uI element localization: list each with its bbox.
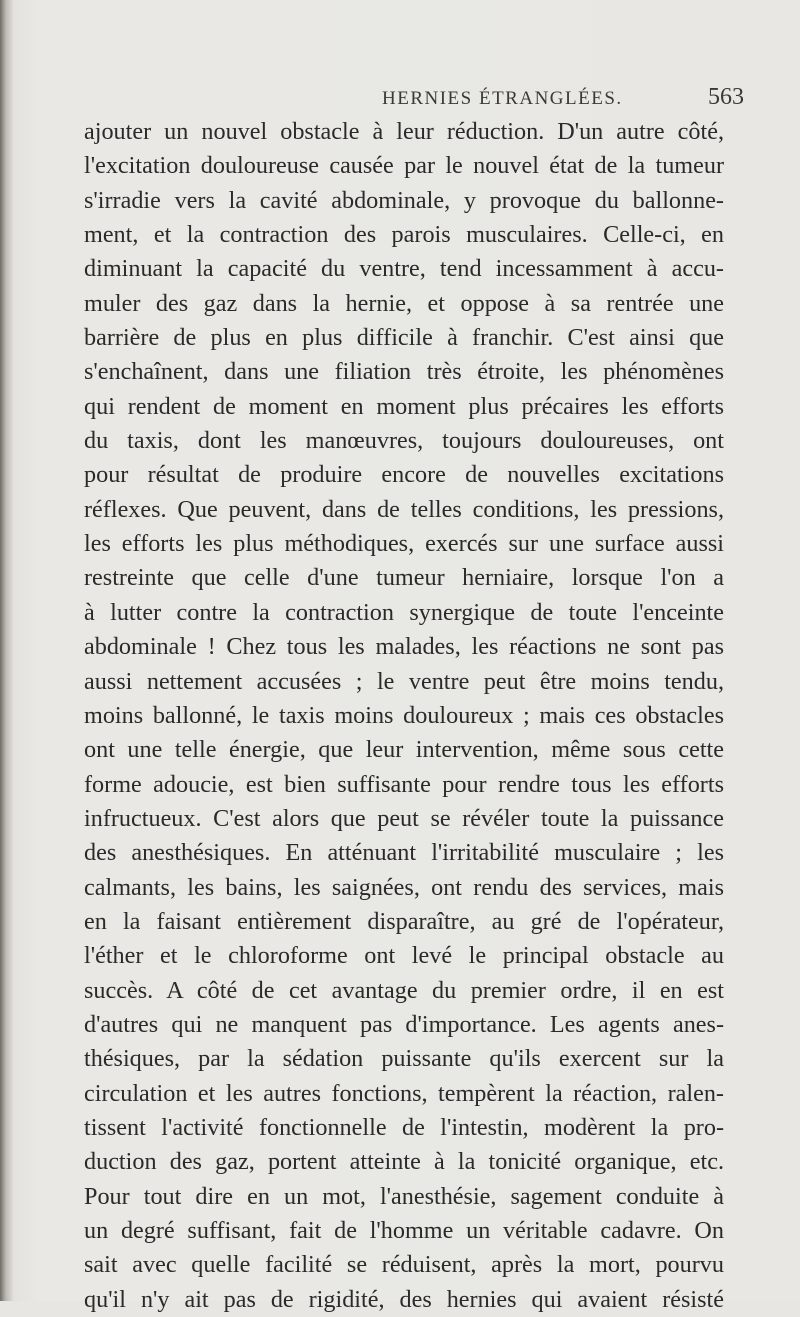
text-line: circulation et les autres fonctions, tempèrent la réaction, ralen- bbox=[84, 1079, 724, 1107]
page-number: 563 bbox=[708, 84, 744, 110]
text-line: s'irradie vers la cavité abdominale, y provoque du ballonne- bbox=[84, 186, 724, 214]
text-line: sait avec quelle facilité se réduisent, après la mort, pourvu bbox=[84, 1251, 724, 1279]
running-head: HERNIES ÉTRANGLÉES. bbox=[382, 88, 623, 109]
text-line: duction des gaz, portent atteinte à la tonicité organique, etc. bbox=[84, 1148, 724, 1176]
text-line: s'enchaînent, dans une filiation très étroite, les phénomènes bbox=[84, 358, 724, 386]
text-line: qu'il n'y ait pas de rigidité, des hernies qui avaient résisté bbox=[84, 1285, 724, 1313]
text-line: un degré suffisant, fait de l'homme un véritable cadavre. On bbox=[84, 1217, 724, 1244]
text-line: muler des gaz dans la hernie, et oppose à sa rentrée une bbox=[84, 289, 724, 317]
text-line: thésiques, par la sédation puissante qu'ils exercent sur la bbox=[84, 1045, 724, 1073]
text-line: restreinte que celle d'une tumeur herniaire, lorsque l'on a bbox=[84, 564, 724, 592]
text-line: calmants, les bains, les saignées, ont rendu des services, mais bbox=[84, 873, 724, 901]
text-line: ment, et la contraction des parois musculaires. Celle-ci, en bbox=[84, 221, 724, 249]
text-line: forme adoucie, est bien suffisante pour rendre tous les efforts bbox=[84, 770, 724, 798]
text-line: tissent l'activité fonctionnelle de l'intestin, modèrent la pro- bbox=[84, 1113, 724, 1141]
text-line: l'excitation douloureuse causée par le nouvel état de la tumeur bbox=[84, 152, 724, 180]
text-line: barrière de plus en plus difficile à franchir. C'est ainsi que bbox=[84, 324, 724, 352]
text-line: l'éther et le chloroforme ont levé le principal obstacle au bbox=[84, 942, 724, 970]
text-line: Pour tout dire en un mot, l'anesthésie, sagement conduite à bbox=[84, 1182, 724, 1210]
text-line: aussi nettement accusées ; le ventre peut être moins tendu, bbox=[84, 667, 724, 695]
text-line: des anesthésiques. En atténuant l'irritabilité musculaire ; les bbox=[84, 839, 724, 867]
text-line: moins ballonné, le taxis moins douloureux ; mais ces obstacles bbox=[84, 701, 724, 729]
text-line: en la faisant entièrement disparaître, au gré de l'opérateur, bbox=[84, 907, 724, 935]
text-line: qui rendent de moment en moment plus précaires les efforts bbox=[84, 392, 724, 420]
text-line: à lutter contre la contraction synergique de toute l'enceinte bbox=[84, 598, 724, 626]
text-line: pour résultat de produire encore de nouvelles excitations bbox=[84, 461, 724, 489]
text-line: diminuant la capacité du ventre, tend incessamment à accu- bbox=[84, 255, 724, 283]
text-line: d'autres qui ne manquent pas d'importance. Les agents anes- bbox=[84, 1010, 724, 1038]
text-line: succès. A côté de cet avantage du premier ordre, il en est bbox=[84, 976, 724, 1004]
text-line: ajouter un nouvel obstacle à leur réduction. D'un autre côté, bbox=[84, 118, 724, 145]
text-line: du taxis, dont les manœuvres, toujours douloureuses, ont bbox=[84, 427, 724, 455]
body-text bbox=[84, 115, 724, 1317]
text-line: réflexes. Que peuvent, dans de telles conditions, les pressions, bbox=[84, 495, 724, 523]
text-line: abdominale ! Chez tous les malades, les réactions ne sont pas bbox=[84, 633, 724, 661]
text-line: les efforts les plus méthodiques, exercés sur une surface aussi bbox=[84, 530, 724, 558]
text-line: infructueux. C'est alors que peut se révéler toute la puissance bbox=[84, 804, 724, 832]
text-line: ont une telle énergie, que leur intervention, même sous cette bbox=[84, 736, 724, 764]
page-header bbox=[0, 84, 800, 114]
